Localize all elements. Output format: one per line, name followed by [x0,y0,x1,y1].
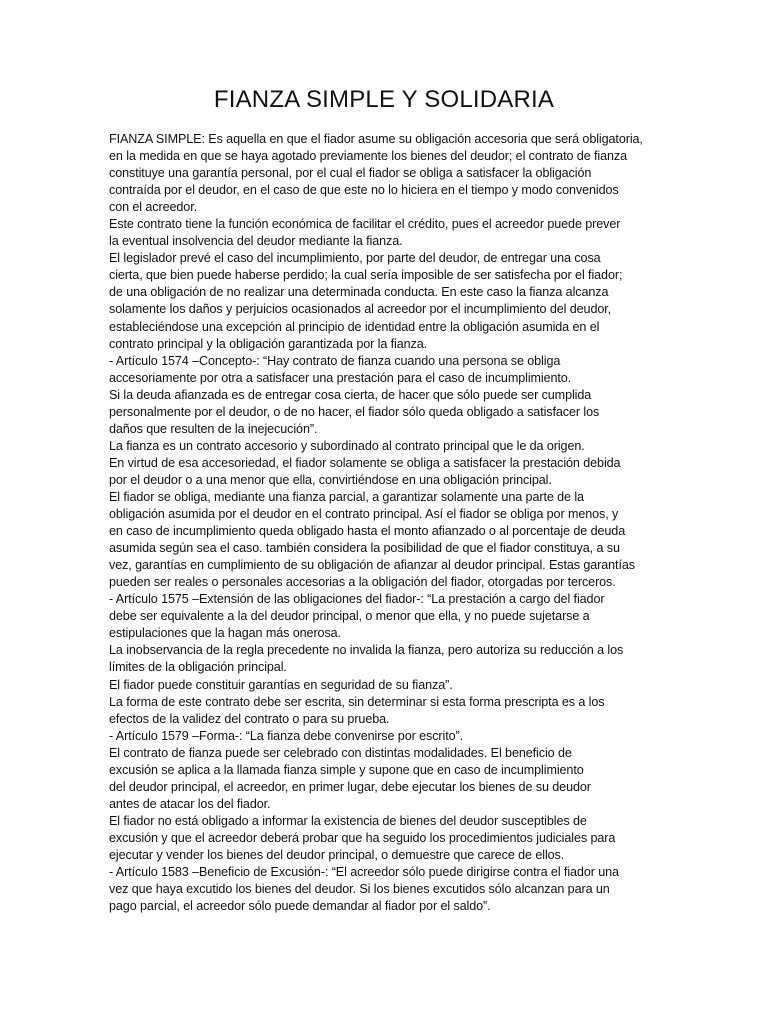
body-line: - Artículo 1575 –Extensión de las obligaciones del fiador-: “La prestación a cargo del fiador [109,592,605,607]
body-line: la eventual insolvencia del deudor mediante la fianza. [109,234,403,249]
body-line: excusión se aplica a la llamada fianza simple y supone que en caso de incumplimiento [109,762,584,777]
document-body [109,131,654,915]
body-line: contrato principal y la obligación garantizada por la fianza. [109,336,428,351]
body-line: Si la deuda afianzada es de entregar cosa cierta, de hacer que sólo puede ser cumplida [109,387,592,402]
body-line: FIANZA SIMPLE: Es aquella en que el fiador asume su obligación accesoria que será obligatoria, [109,132,643,146]
body-line: por el deudor o a una menor que ella, convirtiéndose en una obligación principal. [109,472,552,487]
body-line: con el acreedor. [109,200,198,215]
body-line: excusión y que el acreedor deberá probar que ha seguido los procedimientos judiciales para [109,830,616,845]
body-line: La forma de este contrato debe ser escrita, sin determinar si esta forma prescripta es a los [109,694,605,709]
body-line: - Artículo 1583 –Beneficio de Excusión-: “El acreedor sólo puede dirigirse contra el fiador una [109,865,619,880]
body-line: límites de la obligación principal. [109,660,287,675]
body-line: estipulaciones que la hagan más onerosa. [109,626,341,641]
body-line: obligación asumida por el deudor en el contrato principal. Así el fiador se obliga por menos, y [109,507,619,522]
body-line: asumida según sea el caso. también considera la posibilidad de que el fiador constituya, a su [109,541,620,556]
body-line: del deudor principal, el acreedor, en primer lugar, debe ejecutar los bienes de su deudor [109,779,591,794]
body-line: - Artículo 1579 –Forma-: “La fianza debe convenirse por escrito”. [109,728,463,743]
body-line: contraída por el deudor, en el caso de que este no lo hiciera en el tiempo y modo convenidos [109,183,619,198]
body-line: En virtud de esa accesoriedad, el fiador solamente se obliga a satisfacer la prestación debida [109,455,621,470]
body-line: constituye una garantía personal, por el cual el fiador se obliga a satisfacer la obligación [109,166,592,181]
body-line: efectos de la validez del contrato o para su prueba. [109,711,390,726]
body-line: El fiador no está obligado a informar la existencia de bienes del deudor susceptibles de [109,813,587,828]
body-line: cierta, que bien puede haberse perdido; la cual sería imposible de ser satisfecha por el fiador; [109,268,623,283]
body-line: El fiador puede constituir garantías en seguridad de su fianza”. [109,677,453,692]
body-line: pago parcial, el acreedor sólo puede demandar al fiador por el saldo”. [109,899,491,914]
body-line: La inobservancia de la regla precedente no invalida la fianza, pero autoriza su reducción a los [109,643,624,658]
body-line: vez que haya excutido los bienes del deudor. Si los bienes excutidos sólo alcanzan para un [109,882,610,897]
body-line: - Artículo 1574 –Concepto-: “Hay contrato de fianza cuando una persona se obliga [109,353,561,368]
body-line: debe ser equivalente a la del deudor principal, o menor que ella, y no puede sujetarse a [109,609,590,624]
document-title: FIANZA SIMPLE Y SOLIDARIA [213,86,555,113]
body-line: pueden ser reales o personales accesorias a la obligación del fiador, otorgadas por terceros. [109,575,616,590]
body-line: El contrato de fianza puede ser celebrado con distintas modalidades. El beneficio de [109,745,572,760]
body-line: en la medida en que se haya agotado previamente los bienes del deudor; el contrato de fianza [109,149,628,164]
body-line: de una obligación de no realizar una determinada conducta. En este caso la fianza alcanza [109,285,609,300]
body-line: El fiador se obliga, mediante una fianza parcial, a garantizar solamente una parte de la [109,489,584,504]
body-line: El legislador prevé el caso del incumplimiento, por parte del deudor, de entregar una cosa [109,251,601,266]
body-line: solamente los daños y perjuicios ocasionados al acreedor por el incumplimiento del deudor, [109,302,612,317]
body-line: vez, garantías en cumplimiento de su obligación de afianzar al deudor principal. Estas garantías [109,558,635,573]
body-line: La fianza es un contrato accesorio y subordinado al contrato principal que le da origen. [109,438,585,453]
body-line: personalmente por el deudor, o de no hacer, el fiador sólo queda obligado a satisfacer los [109,404,600,419]
body-line: ejecutar y vender los bienes del deudor principal, o demuestre que carece de ellos. [109,847,565,862]
body-line: en caso de incumplimiento queda obligado hasta el monto afianzado o al porcentaje de deuda [109,524,626,539]
body-line: daños que resulten de la inejecución”. [109,421,318,436]
body-line: accesoriamente por otra a satisfacer una prestación para el caso de incumplimiento. [109,370,572,385]
body-line: Este contrato tiene la función económica de facilitar el crédito, pues el acreedor puede prever [109,217,621,232]
body-line: antes de atacar los del fiador. [109,796,271,811]
body-line: estableciéndose una excepción al principio de identidad entre la obligación asumida en el [109,319,600,334]
